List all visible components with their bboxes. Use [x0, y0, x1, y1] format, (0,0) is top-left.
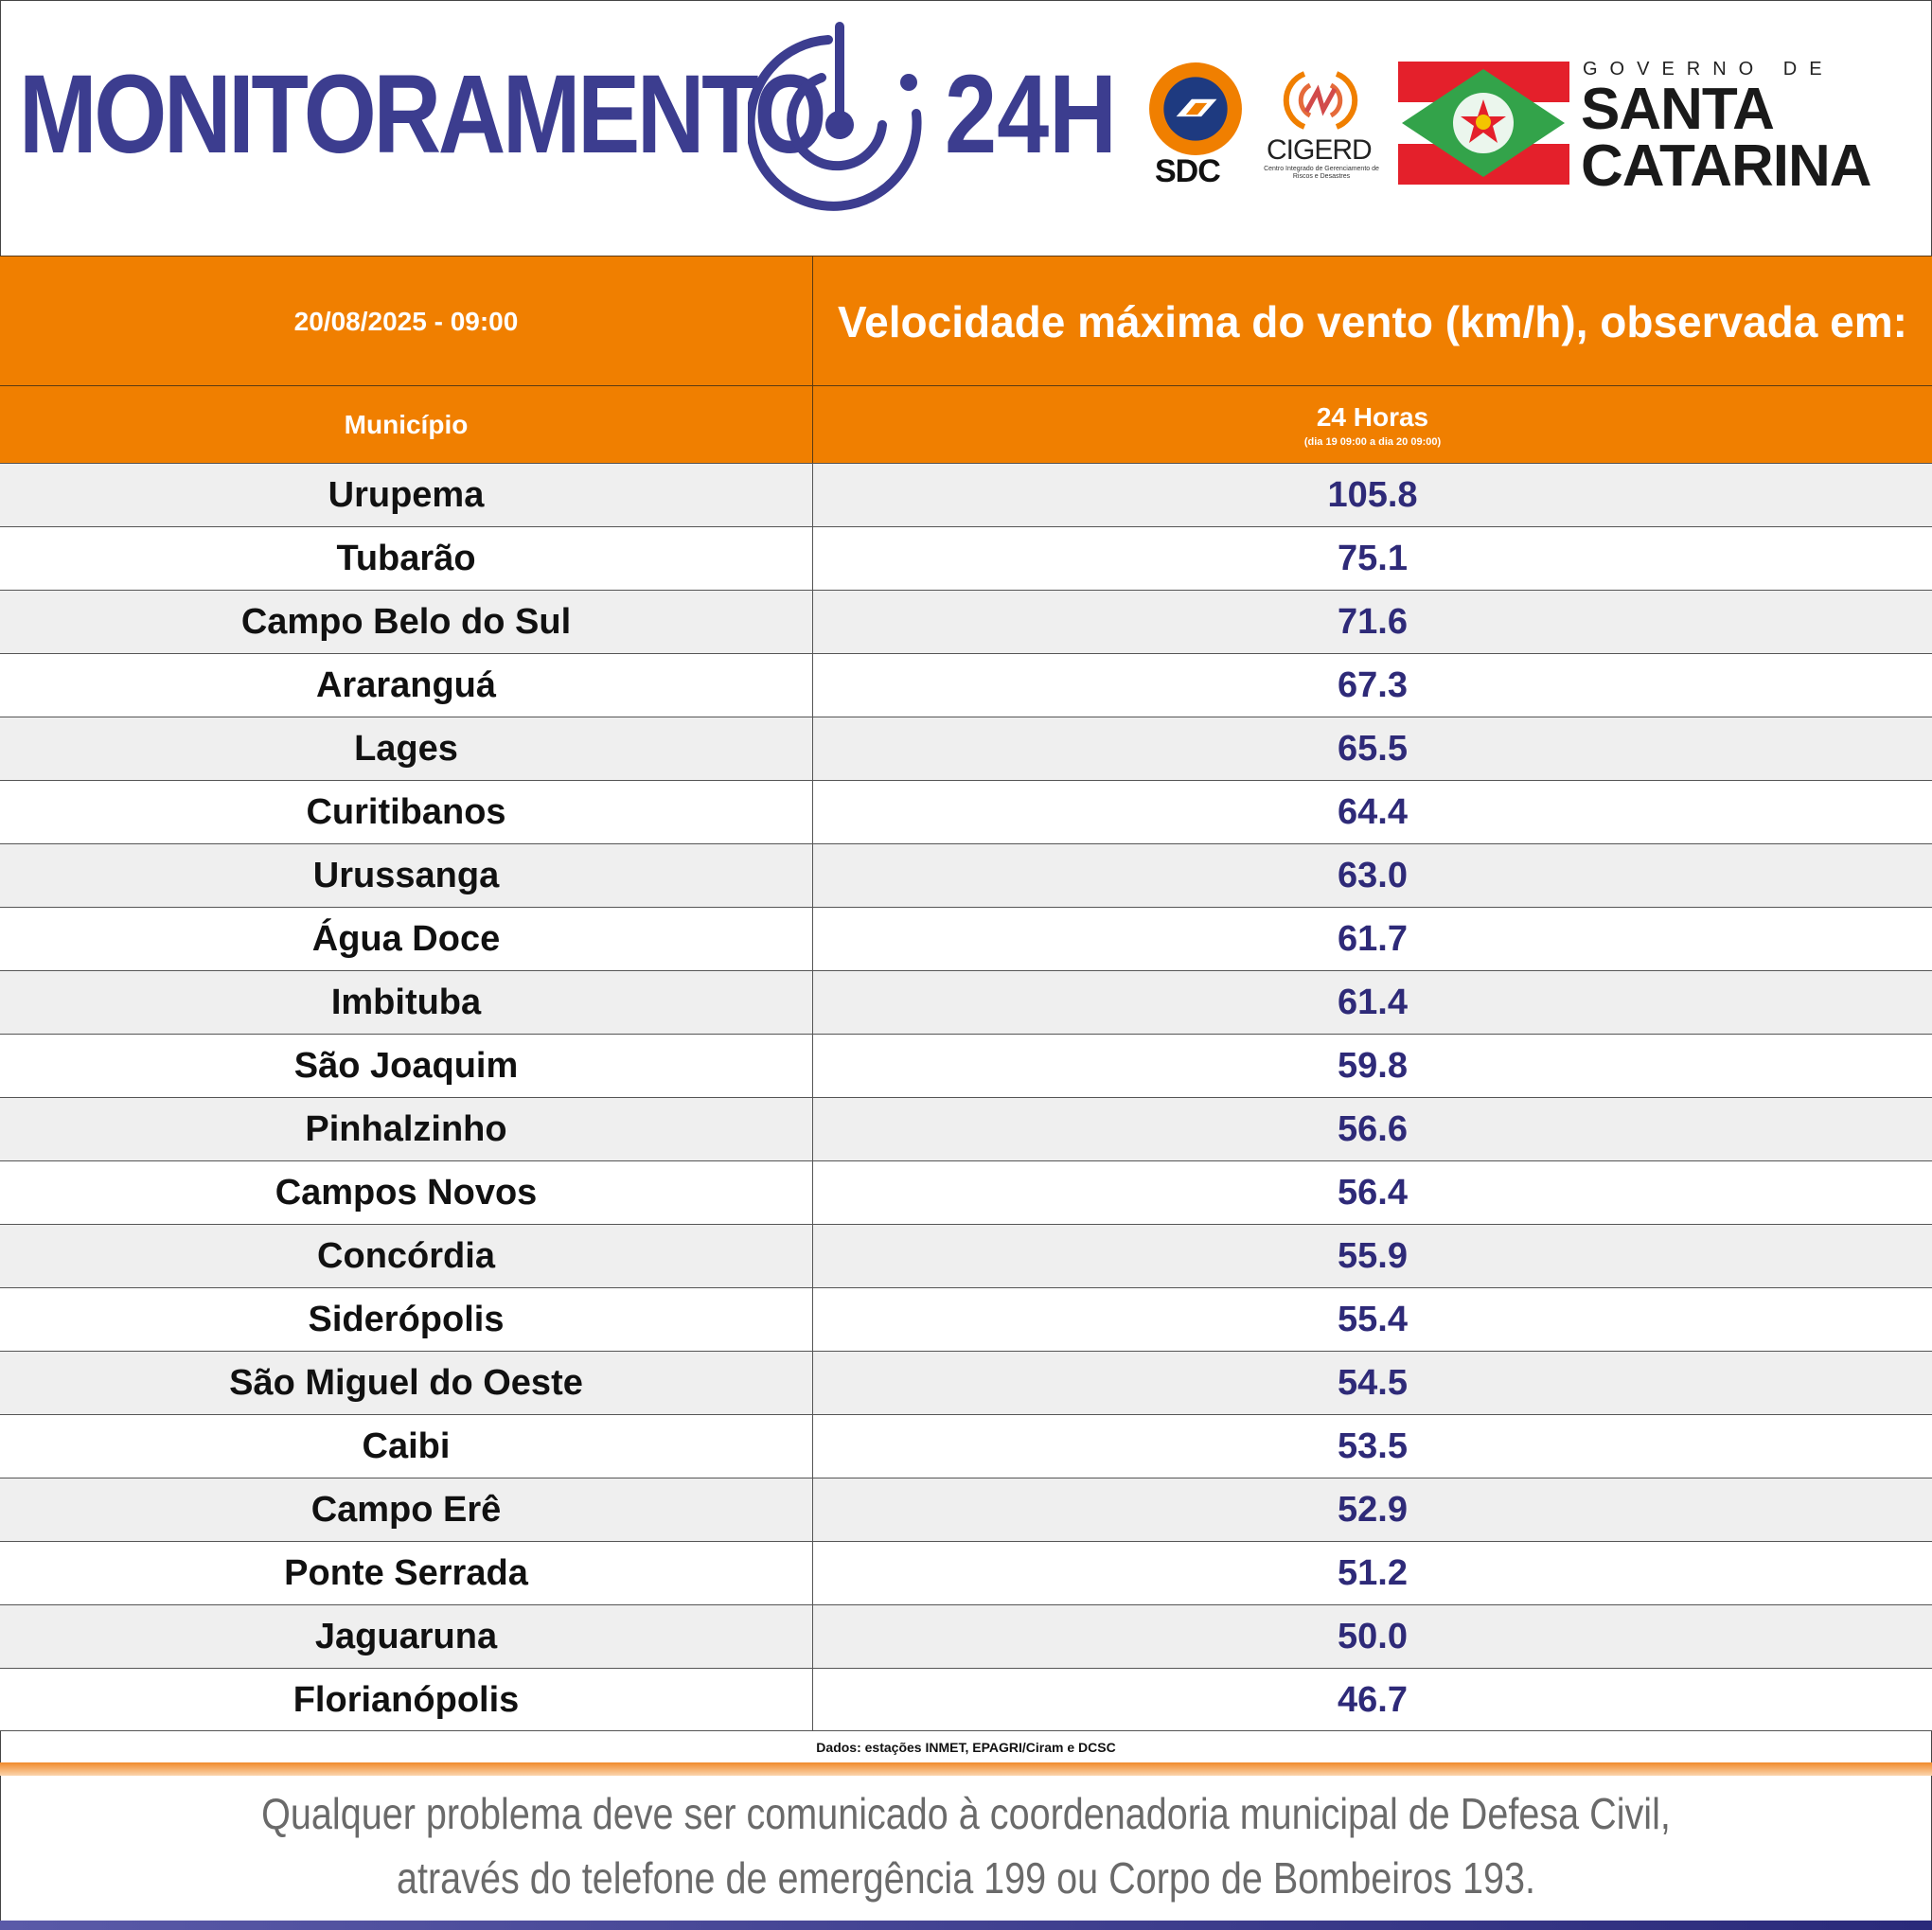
wind-speed-cell: 67.3: [1338, 665, 1408, 705]
state-name: [1581, 77, 1871, 199]
bottom-bar: [0, 1921, 1932, 1930]
municipio-cell: Urupema: [328, 475, 485, 515]
table-row: [0, 1604, 1932, 1668]
municipio-cell: Tubarão: [336, 539, 476, 578]
municipio-label: Município: [344, 410, 469, 439]
municipio-cell: Campos Novos: [275, 1173, 538, 1213]
table-row: [0, 843, 1932, 907]
municipio-cell: Siderópolis: [308, 1300, 505, 1339]
table-row: [0, 1224, 1932, 1287]
wind-speed-cell: 51.2: [1338, 1553, 1408, 1593]
orange-divider: [0, 1762, 1932, 1776]
column-period-header: [813, 386, 1932, 464]
municipio-cell: Campo Belo do Sul: [240, 602, 572, 642]
municipio-cell: Araranguá: [315, 665, 497, 705]
table-header-row-2: [0, 385, 1932, 464]
header: [0, 0, 1932, 256]
state-name-line2: CATARINA: [1581, 133, 1871, 199]
wind-speed-cell: 56.4: [1338, 1173, 1408, 1213]
table-row: [0, 970, 1932, 1034]
table-row: [0, 1351, 1932, 1414]
table-row: [0, 653, 1932, 717]
table-row: [0, 717, 1932, 780]
wind-speed-cell: 59.8: [1338, 1046, 1408, 1086]
table-row: [0, 1541, 1932, 1604]
wind-speed-cell: 71.6: [1338, 602, 1408, 642]
table-row: [0, 1668, 1932, 1731]
cigerd-label: CIGERD: [1267, 134, 1372, 166]
sdc-label: SDC: [1155, 153, 1220, 189]
cigerd-subtitle: Centro Integrado de Gerenciamento de Riscos e Desastres: [1264, 166, 1379, 180]
table-row: [0, 1287, 1932, 1351]
state-name-line1: SANTA: [1581, 77, 1774, 142]
municipio-cell: Lages: [354, 729, 458, 769]
table-row: [0, 590, 1932, 653]
wind-speed-cell: 56.6: [1338, 1109, 1408, 1149]
footer-line-1: Qualquer problema deve ser comunicado à coordenadoria municipal de Defesa Civil,: [261, 1789, 1671, 1838]
municipio-cell: Campo Erê: [310, 1490, 502, 1530]
timestamp: 20/08/2025 - 09:00: [293, 306, 519, 336]
governo-de-label: GOVERNO DE: [1583, 59, 1835, 80]
municipio-cell: Pinhalzinho: [305, 1109, 507, 1149]
title-cell: [813, 257, 1932, 386]
municipio-cell: Curitibanos: [306, 792, 506, 832]
wind-speed-cell: 46.7: [1338, 1680, 1408, 1720]
table-row: [0, 526, 1932, 590]
santa-catarina-flag-icon: [1398, 62, 1569, 185]
wind-speed-cell: 50.0: [1338, 1617, 1408, 1656]
table-row: [0, 1478, 1932, 1541]
footer-line-2: através do telefone de emergência 199 ou Corpo de Bombeiros 193.: [397, 1853, 1535, 1903]
table-row: [0, 907, 1932, 970]
wind-speed-cell: 53.5: [1338, 1426, 1408, 1466]
monitoramento-title: MONITORAMENTO: [19, 52, 824, 177]
municipio-cell: Ponte Serrada: [284, 1553, 528, 1593]
wind-speed-cell: 61.7: [1338, 919, 1408, 959]
municipio-cell: Caibi: [362, 1426, 451, 1466]
wind-speed-cell: 63.0: [1338, 856, 1408, 895]
wind-speed-cell: 52.9: [1338, 1490, 1408, 1530]
municipio-cell: São Joaquim: [293, 1046, 519, 1086]
municipio-cell: Florianópolis: [292, 1680, 520, 1720]
column-municipio-header: [0, 386, 812, 464]
radar-icon: [748, 19, 937, 218]
table-row: [0, 1034, 1932, 1097]
table-row: [0, 1097, 1932, 1160]
timestamp-cell: [0, 257, 812, 386]
table-title: Velocidade máxima do vento (km/h), observada em:: [838, 296, 1907, 346]
municipio-cell: Urussanga: [312, 856, 500, 895]
wind-speed-cell: 75.1: [1338, 539, 1408, 578]
wind-speed-cell: 54.5: [1338, 1363, 1408, 1403]
table-row: [0, 1414, 1932, 1478]
municipio-cell: Água Doce: [311, 919, 501, 959]
sdc-logo-icon: [1147, 61, 1244, 157]
table-row: [0, 1160, 1932, 1224]
wind-speed-cell: 55.9: [1338, 1236, 1408, 1276]
municipio-cell: Jaguaruna: [314, 1617, 498, 1656]
table-row: [0, 780, 1932, 843]
footer-notice: [0, 1781, 1932, 1919]
municipio-cell: Concórdia: [317, 1236, 495, 1276]
wind-speed-cell: 61.4: [1338, 983, 1408, 1022]
period-label: 24 Horas: [1316, 402, 1429, 432]
table-row: [0, 463, 1932, 526]
data-source-note: Dados: estações INMET, EPAGRI/Ciram e DCSC: [0, 1730, 1932, 1763]
wind-speed-cell: 55.4: [1338, 1300, 1408, 1339]
wind-speed-cell: 105.8: [1327, 475, 1418, 515]
table-header-row-1: [0, 256, 1932, 386]
municipio-cell: Imbituba: [330, 983, 482, 1022]
wind-speed-cell: 65.5: [1338, 729, 1408, 769]
period-sublabel: (dia 19 09:00 a dia 20 09:00): [1303, 436, 1442, 448]
municipio-cell: São Miguel do Oeste: [229, 1363, 583, 1403]
wind-speed-cell: 64.4: [1338, 792, 1408, 832]
cigerd-logo-icon: [1278, 66, 1363, 134]
monitoramento-24h-label: 24H: [945, 52, 1117, 177]
